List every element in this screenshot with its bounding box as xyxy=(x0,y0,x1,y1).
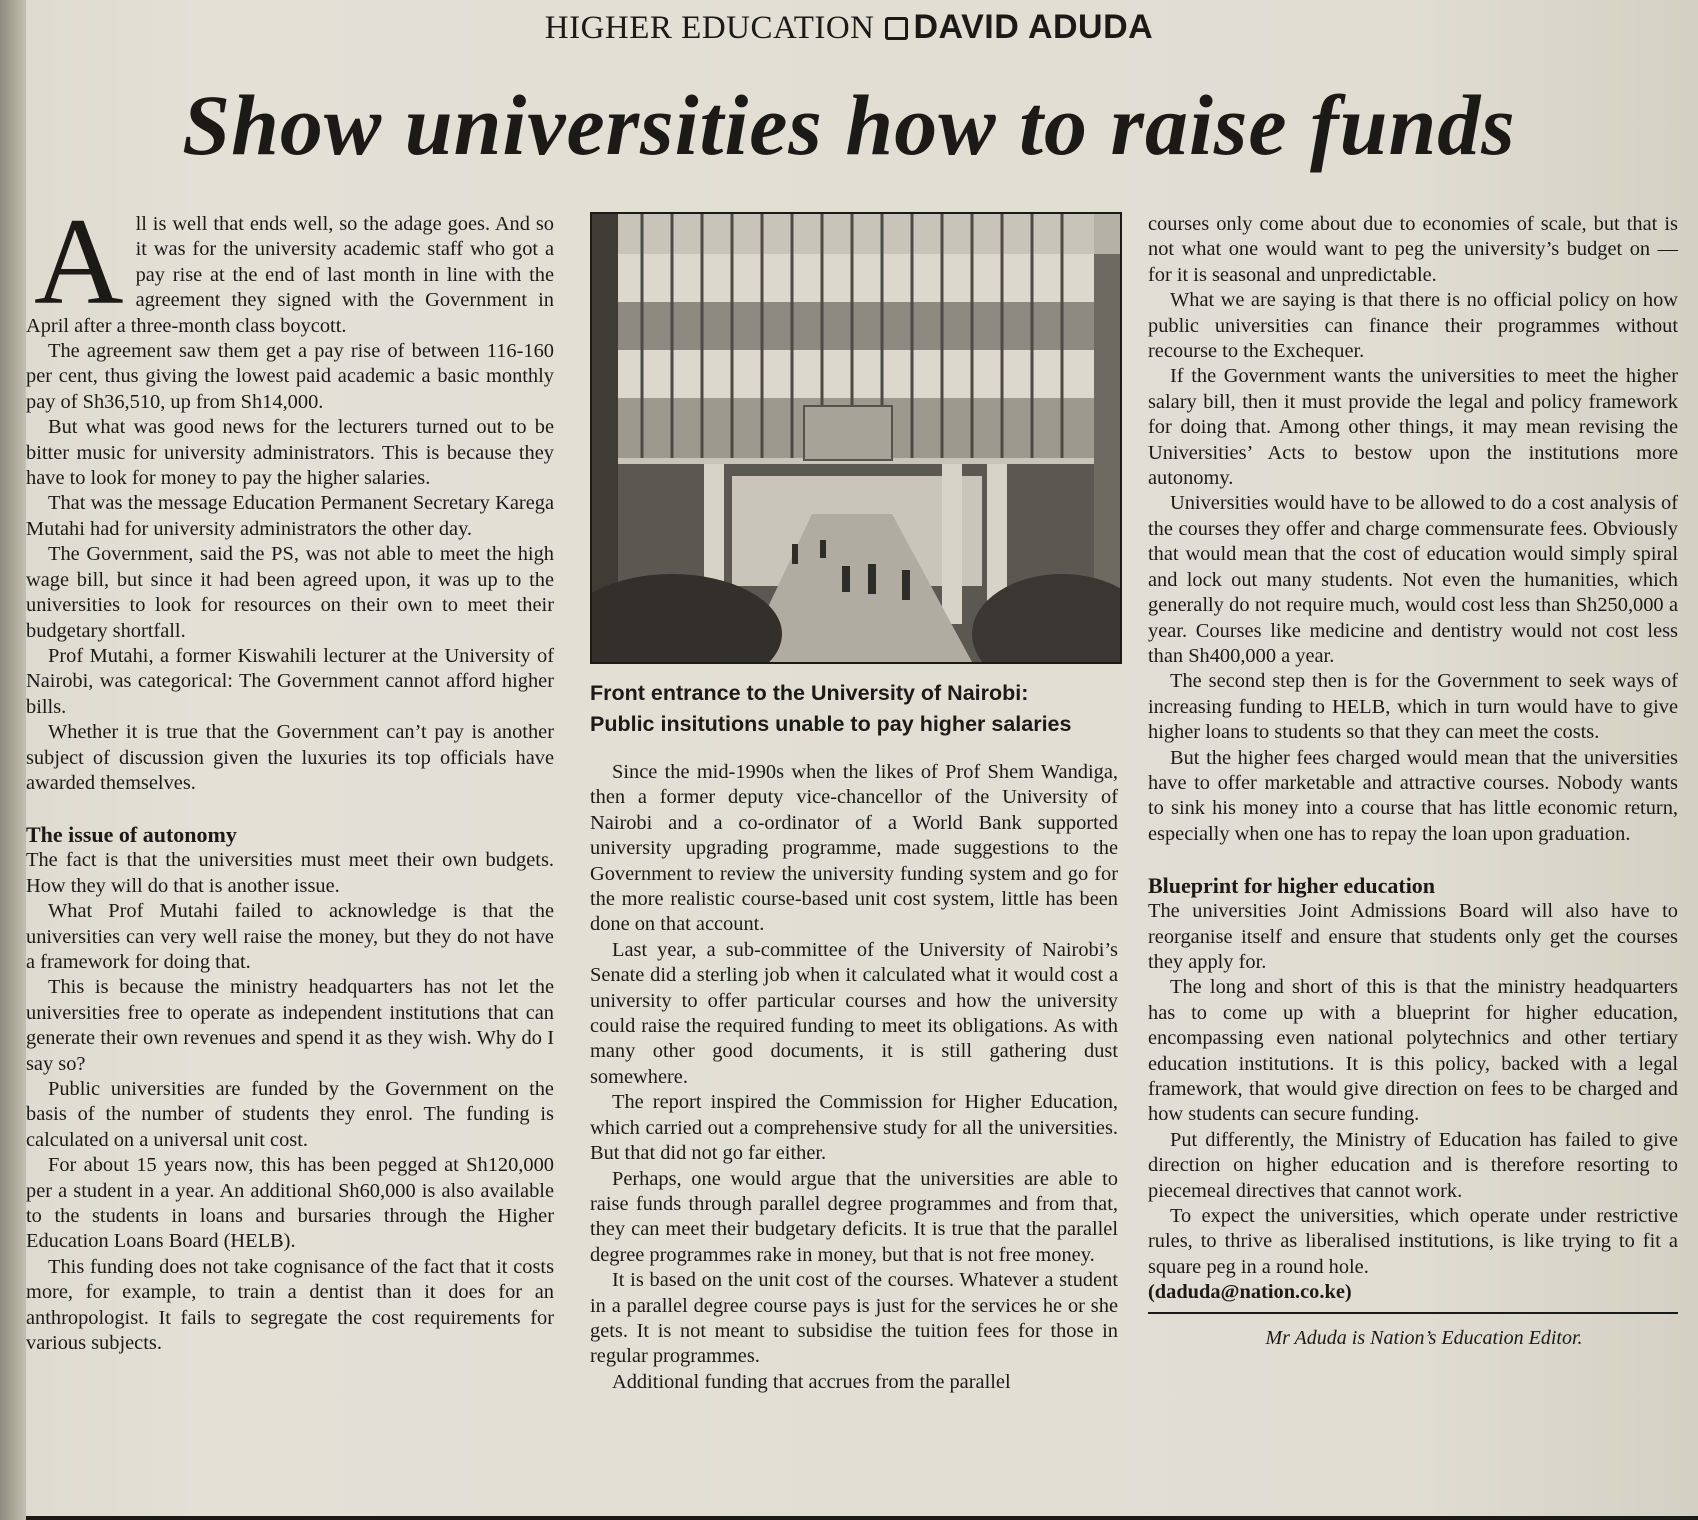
paragraph: The report inspired the Commission for Higher Education, which carried out a comprehensive study for all the universities. But that did not go far either. xyxy=(590,1091,1118,1165)
paragraph: For about 15 years now, this has been pegged at Sh120,000 per a student in a year. An additional Sh60,000 is also available to the students in loans and bursaries through the Higher Education Loans Board (HELB). xyxy=(26,1154,554,1253)
paragraph: Public universities are funded by the Government on the basis of the number of students they enrol. The funding is calculated on a universal unit cost. xyxy=(26,1078,554,1151)
drop-cap: A xyxy=(34,193,124,330)
paragraph: What Prof Mutahi failed to acknowledge is that the universities can very well raise the money, but they do not have a framework for doing that. xyxy=(26,900,554,973)
author-email: (daduda@nation.co.ke) xyxy=(1148,1281,1352,1304)
paragraph: Since the mid-1990s when the likes of Prof Shem Wandiga, then a former deputy vice-chancellor of the University of Nairobi and a co-ordinator of a World Bank supported university upgrading programme, made suggestions to the Government to review the university funding system and go for the more realistic course-based unit cost system, little has been done on that account. xyxy=(590,761,1118,936)
paragraph: To expect the universities, which operate under restrictive rules, to thrive as liberalised institutions, is like trying to fit a square peg in a round hole. xyxy=(1148,1205,1678,1278)
ballot-box-icon xyxy=(885,17,908,40)
article-column-2 xyxy=(590,212,1118,1395)
paragraph xyxy=(26,193,554,339)
paragraph: It is based on the unit cost of the courses. Whatever a student in a parallel degree course pays is just for the services he or she gets. It is not meant to subsidise the tuition fees for those in regular programmes. xyxy=(590,1269,1118,1368)
paragraph: Universities would have to be allowed to do a cost analysis of the courses they offer and charge commensurate fees. Obviously that would mean that the cost of education would simply spiral and lock out many students. Not even the humanities, which generally do not require much, would cost less than Sh250,000 a year. Courses like medicine and dentistry would not cost less than Sh400,000 a year. xyxy=(1148,492,1678,667)
section-kicker xyxy=(0,8,1698,47)
caption-line: Front entrance to the University of Nairobi: xyxy=(590,681,1029,705)
paragraph: But the higher fees charged would mean that the universities have to offer marketable and attractive courses. Nobody wants to sink his money into a course that has little economic return, especially when one has to repay the loan upon graduation. xyxy=(1148,746,1678,845)
building-illustration xyxy=(592,214,1120,662)
university-building-photo xyxy=(590,212,1122,664)
paragraph: The second step then is for the Government to seek ways of increasing funding to HELB, which in turn would have to give higher loans to students so that they can meet the costs. xyxy=(1148,670,1678,744)
paragraph: If the Government wants the universities to meet the higher salary bill, then it must provide the legal and policy framework for doing that. Among other things, it may mean revising the Universities’ Acts to bestow upon the institutions more autonomy. xyxy=(1148,365,1678,490)
paragraph: courses only come about due to economies of scale, but that is not what one would want to peg the university’s budget on — for it is seasonal and unpredictable. xyxy=(1148,213,1678,286)
paragraph: What we are saying is that there is no official policy on how public universities can finance their programmes without recourse to the Exchequer. xyxy=(1148,289,1678,363)
paragraph: Additional funding that accrues from the parallel xyxy=(612,1370,1011,1393)
paragraph: Last year, a sub-committee of the University of Nairobi’s Senate did a sterling job when it calculated what it would cost a university to offer particular courses and how the university could raise the required funding to meet its obligations. As with many other good documents, it is still gathering dust somewhere. xyxy=(590,938,1118,1088)
bottom-rule xyxy=(26,1516,1698,1520)
author-note: Mr Aduda is Nation’s Education Editor. xyxy=(1265,1326,1583,1349)
section-label: HIGHER EDUCATION xyxy=(544,10,875,46)
paragraph: The Government, said the PS, was not able to meet the high wage bill, but since it had been agreed upon, it was up to the universities to look for resources on their own to meet their budgetary shortfall. xyxy=(26,543,554,642)
paragraph: The fact is that the universities must meet their own budgets. How they will do that is another issue. xyxy=(26,849,554,897)
headline: Show universities how to raise funds xyxy=(182,77,1516,173)
subheading: The issue of autonomy xyxy=(26,822,237,848)
subheading: Blueprint for higher education xyxy=(1148,873,1436,899)
paragraph: Put differently, the Ministry of Education has failed to give direction on higher education and is therefore resorting to piecemeal directives that cannot work. xyxy=(1148,1128,1678,1202)
paragraph: This funding does not take cognisance of the fact that it costs more, for example, to train a dentist than it does for an anthropologist. It fails to segregate the cost requirements for various subjects. xyxy=(26,1255,554,1355)
divider xyxy=(1148,1312,1678,1314)
photo-caption xyxy=(590,678,1118,740)
paragraph: The universities Joint Admissions Board will also have to reorganise itself and ensure that students only get the courses they apply for. xyxy=(1148,900,1678,973)
paragraph: That was the message Education Permanent Secretary Karega Mutahi had for university administrators the other day. xyxy=(26,492,554,540)
paragraph-text: ll is well that ends well, so the adage goes. And so it was for the university academic staff who got a pay rise at the end of last month in line with the agreement they signed with the Government in April after a three-month class boycott. xyxy=(26,213,554,337)
paragraph: This is because the ministry headquarters has not let the universities free to operate as independent institutions that can generate their own revenues and spend it as they wish. Why do I say so? xyxy=(26,976,554,1075)
paragraph: But what was good news for the lecturers turned out to be bitter music for university administrators. This is because they have to look for money to pay the higher salaries. xyxy=(26,416,554,490)
article-column-3 xyxy=(1148,212,1678,1351)
paragraph: Prof Mutahi, a former Kiswahili lecturer at the University of Nairobi, was categorical: The Government cannot afford higher bills. xyxy=(26,644,554,718)
paragraph: The long and short of this is that the ministry headquarters has to come up with a blueprint for higher education, encompassing even national polytechnics and other tertiary education institutions. It is this policy, backed with a legal framework, that would give direction on fees to be charged and how students can secure funding. xyxy=(1148,976,1678,1126)
page-fold-shadow xyxy=(0,0,26,1520)
paragraph: Whether it is true that the Government can’t pay is another subject of discussion given the luxuries its top officials have awarded themselves. xyxy=(26,721,554,794)
article-column-1 xyxy=(26,193,554,1356)
caption-line: Public insitutions unable to pay higher salaries xyxy=(590,712,1072,736)
author-byline: DAVID ADUDA xyxy=(913,8,1154,46)
paragraph: Perhaps, one would argue that the universities are able to raise funds through parallel degree programmes and from that, they can meet their budgetary deficits. It is true that the parallel degree programmes rake in money, but that is not free money. xyxy=(590,1167,1118,1266)
paragraph: The agreement saw them get a pay rise of between 116-160 per cent, thus giving the lowest paid academic a basic monthly pay of Sh36,510, up from Sh14,000. xyxy=(26,340,554,413)
